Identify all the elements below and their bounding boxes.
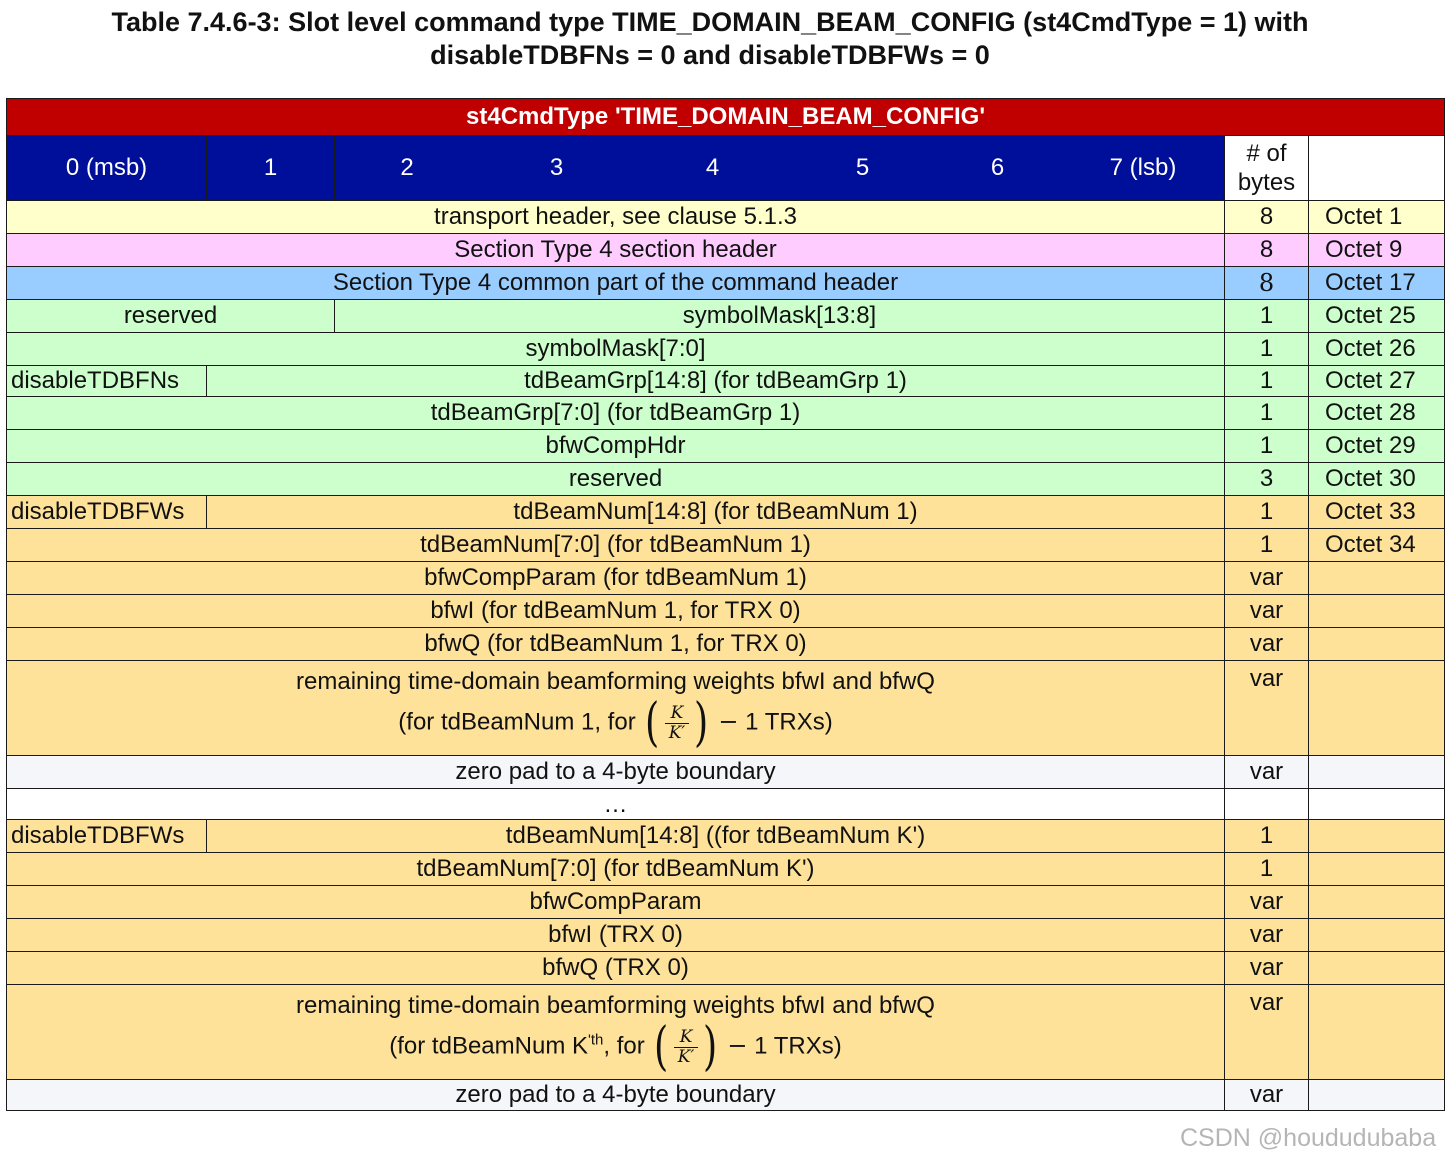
table-row bbox=[7, 661, 1445, 756]
octet-cell: Octet 27 bbox=[1309, 366, 1445, 397]
octet-cell bbox=[1309, 886, 1445, 919]
field-cell: symbolMask[7:0] bbox=[7, 333, 1225, 366]
octet-cell: Octet 28 bbox=[1309, 397, 1445, 430]
octet-cell: Octet 29 bbox=[1309, 430, 1445, 463]
bytes-cell: 1 bbox=[1225, 430, 1309, 463]
octet-cell bbox=[1309, 789, 1445, 820]
reserved-bits-cell: reserved bbox=[7, 300, 335, 333]
bytes-cell: var bbox=[1225, 756, 1309, 789]
table-row bbox=[7, 886, 1445, 919]
bytes-cell: var bbox=[1225, 985, 1309, 1080]
table-row bbox=[7, 496, 1445, 529]
bytes-cell: var bbox=[1225, 1080, 1309, 1111]
octet-header bbox=[1309, 136, 1445, 201]
bytes-cell: var bbox=[1225, 661, 1309, 756]
field-cell: zero pad to a 4-byte boundary bbox=[7, 756, 1225, 789]
bytes-cell: var bbox=[1225, 562, 1309, 595]
table-row bbox=[7, 430, 1445, 463]
octet-cell bbox=[1309, 562, 1445, 595]
octet-cell bbox=[1309, 985, 1445, 1080]
table-row bbox=[7, 463, 1445, 496]
watermark: CSDN @hoududubaba bbox=[1180, 1124, 1437, 1152]
bytes-cell: 1 bbox=[1225, 397, 1309, 430]
bytes-cell: 8 bbox=[1225, 234, 1309, 267]
bytes-cell: 1 bbox=[1225, 853, 1309, 886]
field-cell: Section Type 4 common part of the command header bbox=[7, 267, 1225, 300]
field-cell: bfwQ (TRX 0) bbox=[7, 952, 1225, 985]
octet-cell: Octet 34 bbox=[1309, 529, 1445, 562]
bit-header-2: 2 bbox=[335, 136, 480, 201]
table-row bbox=[7, 201, 1445, 234]
caption-line-2: disableTDBFNs = 0 and disableTDBFWs = 0 bbox=[430, 40, 990, 70]
table-row bbox=[7, 333, 1445, 366]
fraction-numerator: K bbox=[665, 704, 690, 724]
fraction-denominator: K′ bbox=[677, 1046, 695, 1067]
octet-cell bbox=[1309, 919, 1445, 952]
bytes-cell: 1 bbox=[1225, 496, 1309, 529]
fraction-numerator: K bbox=[674, 1028, 699, 1048]
table-row bbox=[7, 300, 1445, 333]
octet-cell bbox=[1309, 820, 1445, 853]
bit-header-3: 3 bbox=[480, 136, 634, 201]
octet-cell bbox=[1309, 595, 1445, 628]
right-paren: ) bbox=[703, 1017, 718, 1077]
field-suffix: 1 TRXs) bbox=[754, 1032, 842, 1060]
field-cell: symbolMask[13:8] bbox=[335, 300, 1225, 333]
table-title: st4CmdType 'TIME_DOMAIN_BEAM_CONFIG' bbox=[7, 99, 1445, 136]
table-row bbox=[7, 1080, 1445, 1111]
field-cell: tdBeamNum[7:0] (for tdBeamNum K') bbox=[7, 853, 1225, 886]
right-paren: ) bbox=[694, 693, 709, 753]
field-cell: bfwCompParam (for tdBeamNum 1) bbox=[7, 562, 1225, 595]
octet-cell bbox=[1309, 661, 1445, 756]
bit-header-5: 5 bbox=[792, 136, 934, 201]
field-line-1: remaining time-domain beamforming weights bfwI and bfwQ bbox=[296, 668, 935, 695]
left-paren: ( bbox=[654, 1017, 669, 1077]
field-cell: tdBeamNum[7:0] (for tdBeamNum 1) bbox=[7, 529, 1225, 562]
octet-cell: Octet 26 bbox=[1309, 333, 1445, 366]
field-cell: bfwCompHdr bbox=[7, 430, 1225, 463]
field-cell: zero pad to a 4-byte boundary bbox=[7, 1080, 1225, 1111]
table-row bbox=[7, 366, 1445, 397]
bytes-header-line-2: bytes bbox=[1237, 169, 1296, 196]
bytes-cell: var bbox=[1225, 952, 1309, 985]
table-row bbox=[7, 756, 1445, 789]
field-cell: bfwI (TRX 0) bbox=[7, 919, 1225, 952]
bytes-cell: 8 bbox=[1225, 267, 1309, 300]
field-suffix: 1 TRXs) bbox=[745, 708, 833, 736]
field-cell bbox=[7, 661, 1225, 756]
bytes-cell: var bbox=[1225, 628, 1309, 661]
table-row bbox=[7, 595, 1445, 628]
flag-cell: disableTDBFWs bbox=[7, 496, 207, 529]
bytes-cell: 8 bbox=[1225, 201, 1309, 234]
field-superscript: 'th bbox=[588, 1031, 604, 1049]
bytes-cell: var bbox=[1225, 919, 1309, 952]
table-row bbox=[7, 234, 1445, 267]
field-line-1: remaining time-domain beamforming weights bfwI and bfwQ bbox=[296, 992, 935, 1019]
field-prefix: (for tdBeamNum 1, for bbox=[398, 708, 636, 736]
table-row bbox=[7, 853, 1445, 886]
bytes-cell: var bbox=[1225, 595, 1309, 628]
bytes-cell bbox=[1225, 789, 1309, 820]
field-cell: bfwCompParam bbox=[7, 886, 1225, 919]
octet-cell bbox=[1309, 853, 1445, 886]
bytes-cell: 1 bbox=[1225, 333, 1309, 366]
octet-cell: Octet 25 bbox=[1309, 300, 1445, 333]
table-row bbox=[7, 919, 1445, 952]
field-line-2 bbox=[11, 1017, 1220, 1077]
bytes-cell: 1 bbox=[1225, 529, 1309, 562]
table-row bbox=[7, 562, 1445, 595]
fraction bbox=[674, 1028, 699, 1067]
bytes-header-line-1: # of bbox=[1246, 140, 1287, 167]
table-row bbox=[7, 529, 1445, 562]
table-row bbox=[7, 397, 1445, 430]
bytes-cell: var bbox=[1225, 886, 1309, 919]
field-cell: tdBeamGrp[7:0] (for tdBeamGrp 1) bbox=[7, 397, 1225, 430]
field-prefix: (for tdBeamNum K bbox=[389, 1032, 588, 1060]
octet-cell bbox=[1309, 952, 1445, 985]
field-cell bbox=[7, 985, 1225, 1080]
table-row bbox=[7, 820, 1445, 853]
fraction-k-over-kprime bbox=[642, 693, 711, 753]
octet-cell: Octet 1 bbox=[1309, 201, 1445, 234]
bit-header-4: 4 bbox=[634, 136, 792, 201]
octet-cell bbox=[1309, 756, 1445, 789]
spec-table bbox=[6, 98, 1445, 1111]
flag-cell: disableTDBFNs bbox=[7, 366, 207, 397]
fraction-denominator: K′ bbox=[668, 722, 686, 743]
bytes-cell: 3 bbox=[1225, 463, 1309, 496]
octet-cell bbox=[1309, 628, 1445, 661]
minus-operator: − bbox=[718, 707, 739, 736]
bytes-header bbox=[1225, 136, 1309, 201]
octet-cell: Octet 9 bbox=[1309, 234, 1445, 267]
octet-cell: Octet 33 bbox=[1309, 496, 1445, 529]
left-paren: ( bbox=[645, 693, 660, 753]
bit-header-7: 7 (lsb) bbox=[1062, 136, 1225, 201]
octet-cell: Octet 17 bbox=[1309, 267, 1445, 300]
caption-line-1: Table 7.4.6-3: Slot level command type TIME_DOMAIN_BEAM_CONFIG (st4CmdType = 1) with bbox=[111, 7, 1309, 37]
fraction bbox=[665, 704, 690, 743]
field-cell: reserved bbox=[7, 463, 1225, 496]
field-cell: Section Type 4 section header bbox=[7, 234, 1225, 267]
field-middle: , for bbox=[603, 1032, 645, 1060]
table-caption bbox=[0, 6, 1420, 72]
bytes-cell: 1 bbox=[1225, 300, 1309, 333]
bit-header-1: 1 bbox=[207, 136, 335, 201]
flag-cell: disableTDBFWs bbox=[7, 820, 207, 853]
table-row bbox=[7, 267, 1445, 300]
table-row bbox=[7, 789, 1445, 820]
bytes-cell: 1 bbox=[1225, 820, 1309, 853]
field-cell: transport header, see clause 5.1.3 bbox=[7, 201, 1225, 234]
field-cell: tdBeamGrp[14:8] (for tdBeamGrp 1) bbox=[207, 366, 1225, 397]
fraction-k-over-kprime bbox=[651, 1017, 720, 1077]
table-row bbox=[7, 628, 1445, 661]
field-cell: bfwI (for tdBeamNum 1, for TRX 0) bbox=[7, 595, 1225, 628]
bit-header-6: 6 bbox=[934, 136, 1062, 201]
field-cell: bfwQ (for tdBeamNum 1, for TRX 0) bbox=[7, 628, 1225, 661]
field-cell: tdBeamNum[14:8] ((for tdBeamNum K') bbox=[207, 820, 1225, 853]
ellipsis-cell: … bbox=[7, 789, 1225, 820]
bytes-cell: 1 bbox=[1225, 366, 1309, 397]
octet-cell: Octet 30 bbox=[1309, 463, 1445, 496]
field-line-2 bbox=[11, 693, 1220, 753]
table-row bbox=[7, 952, 1445, 985]
octet-cell bbox=[1309, 1080, 1445, 1111]
field-cell: tdBeamNum[14:8] (for tdBeamNum 1) bbox=[207, 496, 1225, 529]
table-row bbox=[7, 985, 1445, 1080]
minus-operator: − bbox=[727, 1031, 748, 1060]
bit-header-0: 0 (msb) bbox=[7, 136, 207, 201]
